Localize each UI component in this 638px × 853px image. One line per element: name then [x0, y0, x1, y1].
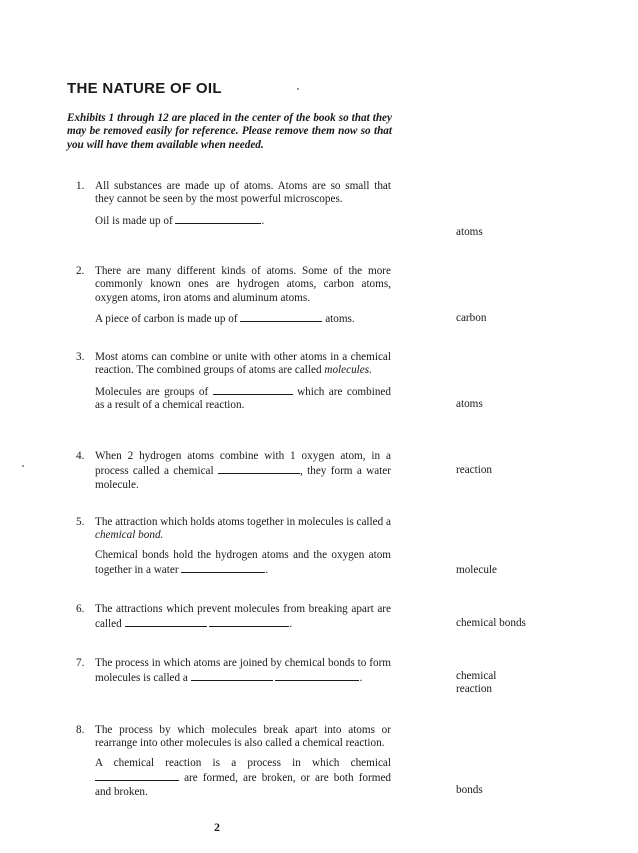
frame-question: Chemical bonds hold the hydrogen atoms and the oxygen atom together in a water .: [95, 548, 391, 577]
frame-number: 2.: [76, 265, 85, 277]
answer-blank[interactable]: [191, 670, 273, 681]
answer-blank[interactable]: [218, 463, 300, 474]
frame-7: [76, 657, 391, 686]
frame-question: A piece of carbon is made up of atoms.: [95, 313, 355, 326]
frame-answer: bonds: [456, 784, 483, 796]
page-title: THE NATURE OF OIL: [67, 80, 222, 97]
frame-1: [76, 180, 391, 228]
answer-blank[interactable]: [275, 670, 359, 681]
frame-answer: molecule: [456, 564, 498, 576]
answer-blank[interactable]: [240, 311, 322, 322]
paper-speck: [297, 88, 299, 90]
frame-answer: chemical bonds: [456, 617, 526, 629]
frame-question: The process in which atoms are joined by chemical bonds to form molecules is called a .: [95, 657, 391, 685]
frame-4: [76, 450, 391, 492]
frame-number: 3.: [76, 351, 85, 363]
frame-answer: carbon: [456, 312, 487, 324]
frame-number: 8.: [76, 724, 85, 736]
page-number: 2: [214, 820, 220, 834]
frame-answer: atoms: [456, 398, 483, 410]
frame-6: [76, 603, 391, 632]
frame-8: [76, 724, 391, 799]
frame-number: 4.: [76, 450, 85, 462]
answer-blank[interactable]: [213, 384, 293, 395]
answer-blank[interactable]: [209, 616, 289, 627]
answer-blank[interactable]: [181, 562, 265, 573]
frame-number: 7.: [76, 657, 85, 669]
frame-number: 6.: [76, 603, 85, 615]
frame-statement: All substances are made up of atoms. Atoms are so small that they cannot be seen by the most powerful microscopes.: [95, 180, 391, 206]
answer-blank[interactable]: [125, 616, 207, 627]
frame-statement: The attraction which holds atoms together in molecules is called a chemical bond.: [95, 516, 391, 542]
frame-statement: Most atoms can combine or unite with other atoms in a chemical reaction. The combined groups of atoms are called molecules.: [95, 351, 391, 377]
answer-blank[interactable]: [175, 213, 261, 224]
frame-number: 5.: [76, 516, 85, 528]
frame-question: The attractions which prevent molecules from breaking apart are called .: [95, 603, 391, 631]
frame-number: 1.: [76, 180, 85, 192]
frame-statement: There are many different kinds of atoms. Some of the more commonly known ones are hydrogen atoms, carbon atoms, oxygen atoms, iron atoms and aluminum atoms.: [95, 265, 391, 304]
intro-paragraph: Exhibits 1 through 12 are placed in the center of the book so that they may be removed easily for reference. Please remove them now so that you will have them available when needed.: [67, 112, 392, 151]
frame-answer: reaction: [456, 464, 493, 476]
frame-answer: chemical reaction: [456, 670, 497, 696]
frame-question: Oil is made up of .: [95, 214, 265, 227]
frame-3: [76, 351, 391, 413]
answer-blank[interactable]: [95, 770, 179, 781]
paper-speck: [22, 465, 24, 467]
frame-2: [76, 265, 391, 327]
frame-answer: atoms: [456, 226, 483, 238]
frame-question: A chemical reaction is a process in which chemical are formed, are broken, or are both formed and broken.: [95, 756, 392, 798]
frame-statement: The process by which molecules break apart into atoms or rearrange into other molecules is also called a chemical reaction.: [95, 724, 391, 750]
frame-question: When 2 hydrogen atoms combine with 1 oxygen atom, in a process called a chemical , they form a water molecule.: [95, 450, 391, 491]
frame-5: [76, 516, 391, 578]
frame-question: Molecules are groups of which are combined as a result of a chemical reaction.: [95, 385, 391, 412]
